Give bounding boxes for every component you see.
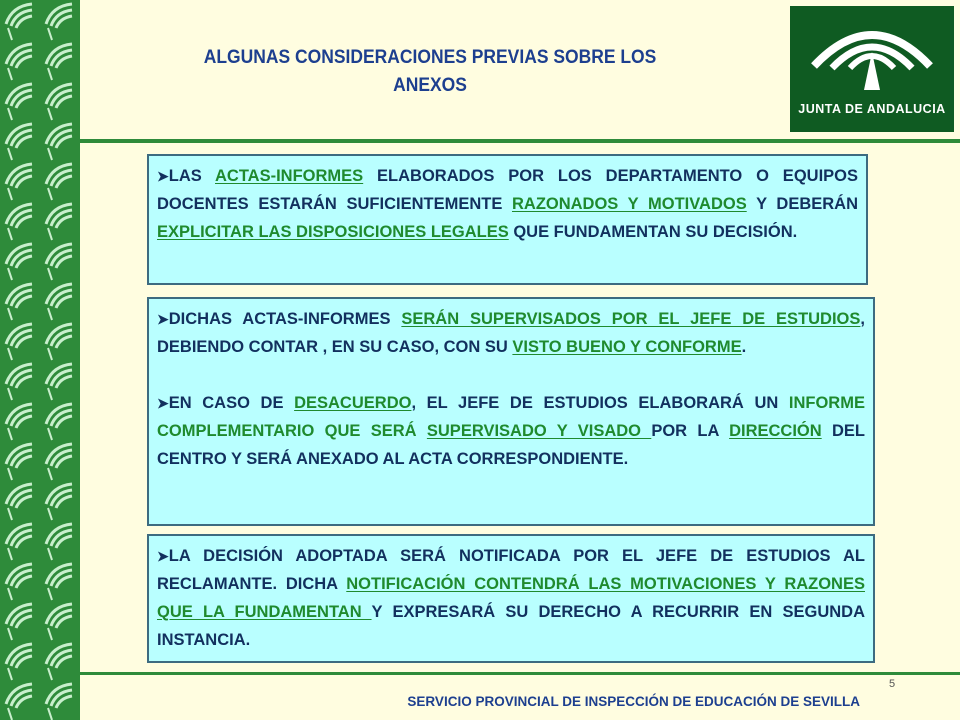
swoosh-pattern (0, 0, 80, 720)
junta-de-andalucia-logo (790, 6, 954, 132)
content-box-3 (147, 534, 875, 663)
bottom-divider (80, 672, 960, 675)
page-number: 5 (888, 678, 896, 690)
arrow-right-icon: ➤ (157, 395, 169, 411)
footer-text: SERVICIO PROVINCIAL DE INSPECCIÓN DE EDUCACIÓN DE SEVILLA (407, 694, 860, 709)
logo-text: JUNTA DE ANDALUCIA (798, 102, 946, 116)
decorative-side-strip (0, 0, 80, 720)
content-box-2 (147, 297, 875, 526)
top-divider (80, 139, 960, 143)
page-title (126, 44, 733, 100)
title-line-1: ALGUNAS CONSIDERACIONES PREVIAS SOBRE LOS (203, 47, 657, 68)
logo-emblem-icon (790, 6, 954, 96)
arrow-right-icon: ➤ (157, 168, 169, 184)
title-line-2: ANEXOS (393, 75, 467, 96)
box2-paragraph-1: ➤DICHAS ACTAS-INFORMES SERÁN SUPERVISADOS POR EL JEFE DE ESTUDIOS, DEBIENDO CONTAR , EN SU CASO, CON SU VISTO BUENO Y CONFORME. (157, 310, 865, 356)
box1-paragraph: ➤LAS ACTAS-INFORMES ELABORADOS POR LOS DEPARTAMENTO O EQUIPOS DOCENTES ESTARÁN SUFICIENTEMENTE RAZONADOS Y MOTIVADOS Y DEBERÁN EXPLICITAR LAS DISPOSICIONES LEGALES QUE FUNDAMENTAN SU DECISIÓN. (157, 167, 859, 241)
arrow-right-icon: ➤ (157, 311, 169, 327)
arrow-right-icon: ➤ (157, 548, 169, 564)
content-box-1 (147, 154, 868, 285)
box3-paragraph: ➤LA DECISIÓN ADOPTADA SERÁ NOTIFICADA POR EL JEFE DE ESTUDIOS AL RECLAMANTE. DICHA NOTIFICACIÓN CONTENDRÁ LAS MOTIVACIONES Y RAZONES QUE LA FUNDAMENTAN Y EXPRESARÁ SU DERECHO A RECURRIR EN SEGUNDA INSTANCIA. (157, 547, 865, 649)
box2-paragraph-2: ➤EN CASO DE DESACUERDO, EL JEFE DE ESTUDIOS ELABORARÁ UN INFORME COMPLEMENTARIO QUE SERÁ SUPERVISADO Y VISADO POR LA DIRECCIÓN DEL CENTRO Y SERÁ ANEXADO AL ACTA CORRESPONDIENTE. (157, 394, 865, 468)
